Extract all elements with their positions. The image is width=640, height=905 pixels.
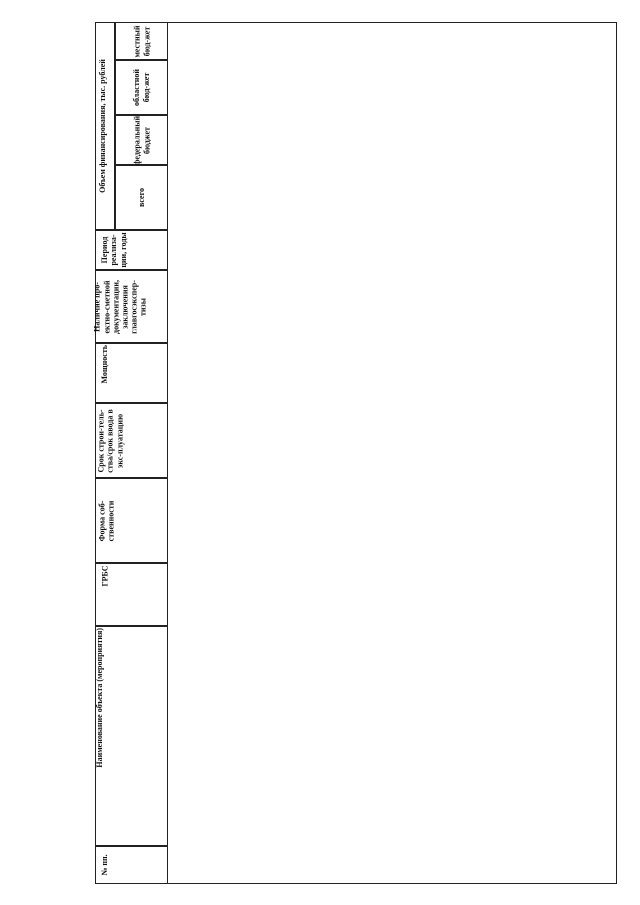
header-grbs: ГРБС xyxy=(100,565,110,586)
header-local: местный бюд-жет xyxy=(132,24,151,58)
header-term: Срок строи-тель-ства/срок ввода в экс-плуатацию xyxy=(96,408,124,473)
header-num: № пп. xyxy=(100,854,110,876)
header-federal: федеральный бюджет xyxy=(132,115,151,165)
header-ownership: Форма соб-ственности xyxy=(96,500,115,541)
header-funding: Объем финансирования, тыс. рублей xyxy=(98,59,108,193)
header-capacity: Мощность xyxy=(100,345,110,384)
header-total: всего xyxy=(136,187,146,208)
header-regional: областной бюд-жет xyxy=(132,69,151,106)
table-border xyxy=(92,22,617,884)
header-docs: Наличие про-ектно-сметной документации, заключения главгосэкспер-тизы xyxy=(92,279,148,334)
header-period: Период реализа-ции, годы xyxy=(100,232,128,268)
header-name: Наименование объекта (мероприятия) xyxy=(95,628,104,768)
